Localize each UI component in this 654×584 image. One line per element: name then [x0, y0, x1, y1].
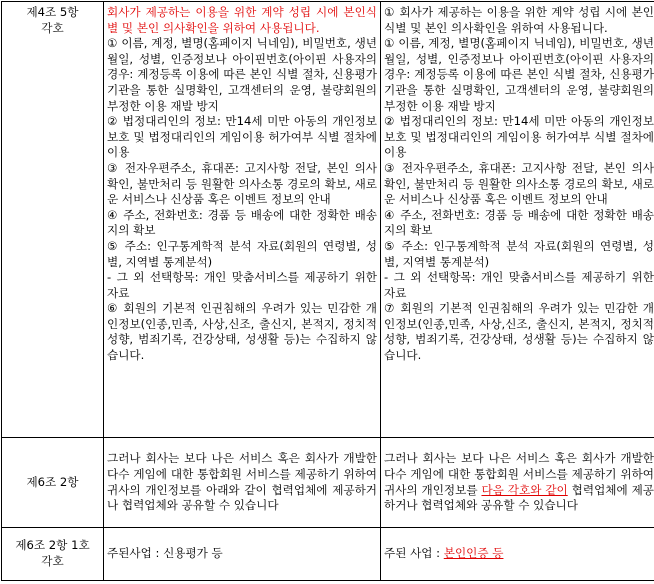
new-text-cell — [381, 438, 654, 528]
old-text: 주된사업 : 신용평가 등 — [107, 546, 223, 561]
old-item: ① 이름, 계정, 별명(홈페이지 닉네임), 비밀번호, 생년월일, 성별, 인증정보나 아이핀번호(아이핀 사용자의 경우: 계정등록 이용에 따른 본인 식별 절차, 신용평가기관을 통한 실명확인, 고객센터의 운영, 불량회원의 부정한 이용 재발 방지 — [107, 36, 377, 113]
old-text-cell — [104, 2, 381, 438]
terms-comparison-table — [1, 1, 654, 581]
new-text-after: 협력업체에 제공하거나 협력업체와 공유할 수 있습니다 — [384, 482, 654, 513]
clause-label-line: 각호 — [41, 554, 64, 568]
old-intro: 회사가 제공하는 이용을 위한 계약 성립 시에 본인식별 및 본인 의사확인을 위하여 사용됩니다. — [107, 5, 377, 35]
new-item: ① 이름, 계정, 별명(홈페이지 닉네임), 비밀번호, 생년월일, 성별, 인증정보나 아이핀번호(아이핀 사용자의 경우: 계정등록 이용에 따른 본인 식별 절차, 신용평가기관을 통한 실명확인, 고객센터의 운영, 불량회원의 부정한 이용 재발 방지 — [384, 36, 654, 113]
old-item: - 그 외 선택항목: 개인 맞춤서비스를 제공하기 위한 자료 — [107, 270, 377, 300]
clause-label — [2, 438, 104, 528]
new-text-before: 주된 사업 : — [384, 546, 444, 561]
new-item: - 그 외 선택항목: 개인 맞춤서비스를 제공하기 위한 자료 — [384, 270, 654, 300]
table-row — [2, 438, 654, 528]
old-item: ⑤ 주소: 인구통계학적 분석 자료(회원의 연령별, 성별, 지역별 통계분석) — [107, 238, 377, 269]
new-intro: ① 회사가 제공하는 이용을 위한 계약 성립 시에 본인식별 및 본인 의사확인을 위하여 사용됩니다. — [384, 5, 654, 35]
old-text-cell — [104, 438, 381, 528]
changed-text-highlight: 본인인증 등 — [443, 546, 504, 561]
clause-label-line: 제4조 5항 — [26, 5, 79, 19]
old-item: ④ 주소, 전화번호: 경품 등 배송에 대한 정확한 배송지의 확보 — [107, 207, 377, 238]
new-item: ③ 전자우편주소, 휴대폰: 고지사항 전달, 본인 의사 확인, 불만처리 등 원활한 의사소통 경로의 확보, 새로운 서비스나 신상품 혹은 이벤트 정보의 안내 — [384, 160, 654, 207]
old-text: 그러나 회사는 보다 나은 서비스 혹은 회사가 개발한 다수 게임에 대한 통합회원 서비스를 제공하기 위하여 귀사의 개인정보를 아래와 같이 협력업체에 제공하거나 협력업체와 공유할 수 있습니다 — [107, 451, 377, 513]
clause-label — [2, 2, 104, 438]
old-item: ③ 전자우편주소, 휴대폰: 고지사항 전달, 본인 의사 확인, 불만처리 등 원활한 의사소통 경로의 확보, 새로운 서비스나 신상품 혹은 이벤트 정보의 안내 — [107, 160, 377, 207]
clause-label — [2, 528, 104, 581]
new-text-before: 그러나 회사는 보다 나은 서비스 혹은 회사가 개발한 다수 게임에 대한 통합회원 서비스를 제공하기 위하여 귀사의 개인정보를 — [384, 451, 654, 497]
new-text-cell — [381, 528, 654, 581]
table-row — [2, 2, 654, 438]
new-text-cell — [381, 2, 654, 438]
clause-label-line: 제6조 2항 — [26, 474, 79, 489]
new-item: ⑤ 주소: 인구통계학적 분석 자료(회원의 연령별, 성별, 지역별 통계분석) — [384, 238, 654, 269]
changed-text-highlight: 다음 각호와 같이 — [481, 482, 568, 497]
clause-label-line: 제6조 2항 1호 — [15, 538, 90, 553]
old-item: ② 법정대리인의 정보: 만14세 미만 아동의 개인정보보호 및 법정대리인의 게임이용 허가여부 식별 절차에 이용 — [107, 114, 377, 160]
old-item: ⑥ 회원의 기본적 인권침해의 우려가 있는 민감한 개인정보(인종,민족, 사상,신조, 출신지, 본적지, 정치적 성향, 범죄기록, 건강상태, 성생활 등)는 수집하지 않습니다. — [107, 301, 377, 363]
new-item: ④ 주소, 전화번호: 경품 등 배송에 대한 정확한 배송지의 확보 — [384, 207, 654, 238]
table-row — [2, 528, 654, 581]
new-item: ⑦ 회원의 기본적 인권침해의 우려가 있는 민감한 개인정보(인종,민족, 사상,신조, 출신지, 본적지, 정치적 성향, 범죄기록, 건강상태, 성생활 등)는 수집하지 않습니다. — [384, 301, 654, 363]
clause-label-line: 각호 — [41, 20, 64, 35]
new-item: ② 법정대리인의 정보: 만14세 미만 아동의 개인정보보호 및 법정대리인의 게임이용 허가여부 식별 절차에 이용 — [384, 114, 654, 160]
old-text-cell — [104, 528, 381, 581]
